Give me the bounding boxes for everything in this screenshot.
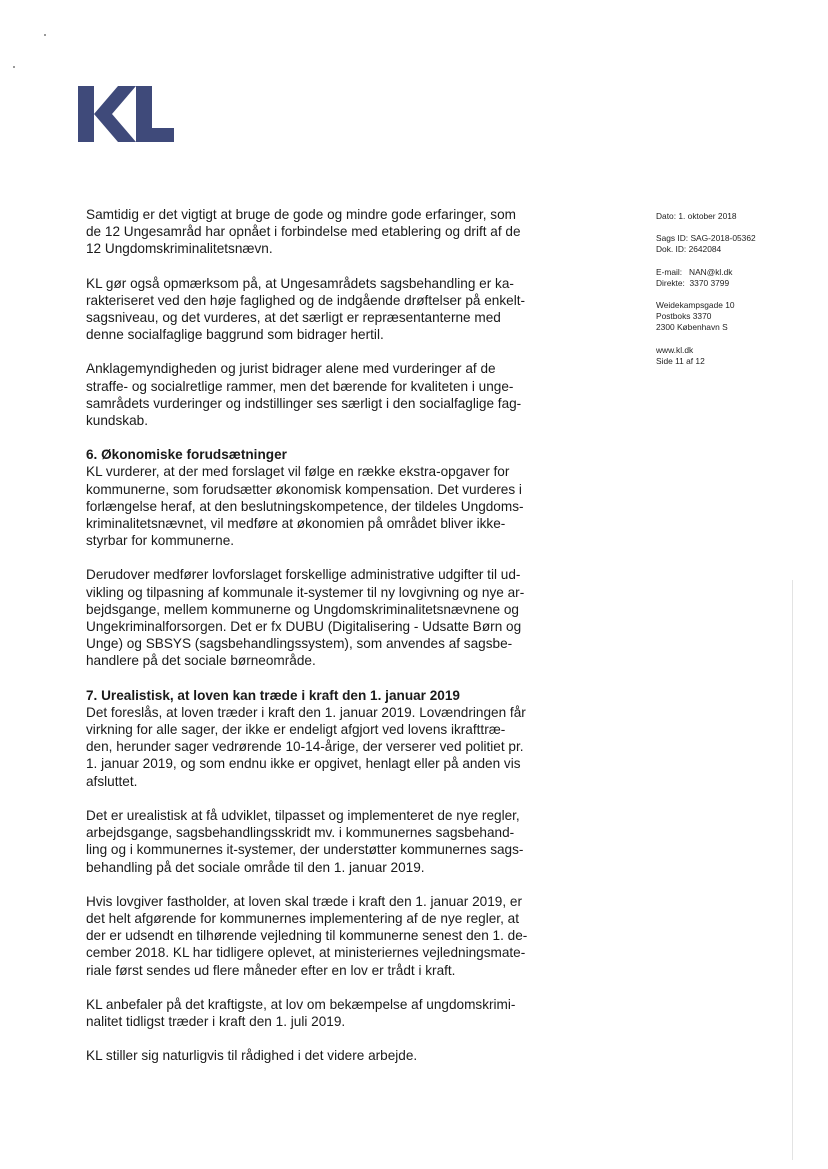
email-line: E-mail: NAN@kl.dk <box>656 266 733 277</box>
paragraph: Anklagemyndigheden og jurist bidrager alene med vurderinger af de straffe- og socialretlige rammer, men det bærende for kvaliteten i unge- samrådets vurderinger og indstillinger ses særligt i den socialfaglige fag- kundskab. <box>86 361 522 429</box>
scan-speck <box>44 34 46 36</box>
paragraph: Det er urealistisk at få udviklet, tilpasset og implementeret de nye regler, arbejdsgange, sagsbehandlingsskridt mv. i kommunernes sagsbehand- ling og i kommunernes it-systemer, der understøtter kommunernes sags- behandling på det sociale område til den 1. januar 2019. <box>86 807 524 875</box>
section-heading-6: 6. Økonomiske forudsætninger <box>86 447 287 463</box>
case-id: Sags ID: SAG-2018-05362 <box>656 233 756 244</box>
section-heading-7: 7. Urealistisk, at loven kan træde i kraft den 1. januar 2019 <box>86 687 460 703</box>
address-line: 2300 København S <box>656 322 728 333</box>
paragraph: KL anbefaler på det kraftigste, at lov om bekæmpelse af ungdomskrimi- nalitet tidligst træder i kraft den 1. juli 2019. <box>86 996 516 1029</box>
letter-body <box>86 206 556 1081</box>
paragraph: Derudover medfører lovforslaget forskellige administrative udgifter til ud- vikling og tilpasning af kommunale it-systemer til ny lovgivning og nye ar- bejdsgange, mellem kommunerne og Ungdomskriminalitetsnævnene og Ungekriminalforsorgen. Det er fx DUBU (Digitalisering - Udsatte Børn og Unge) og SBSYS (sagsbehandlingssystem), som anvendes af sagsbe- handlere på det sociale børneområde. <box>86 567 525 669</box>
letter-metadata <box>656 211 816 367</box>
paragraph: Samtidig er det vigtigt at bruge de gode og mindre gode erfaringer, som de 12 Ungesamråd har opnået i forbindelse med etablering og drift af de 12 Ungdomskriminalitetsnævn. <box>86 207 521 257</box>
paragraph: KL stiller sig naturligvis til rådighed i det videre arbejde. <box>86 1048 418 1064</box>
website-line: www.kl.dk <box>656 344 694 355</box>
address-line: Weidekampsgade 10 <box>656 300 735 311</box>
page-number: Side 11 af 12 <box>656 355 705 366</box>
date-line: Dato: 1. oktober 2018 <box>656 211 737 221</box>
address-line: Postboks 3370 <box>656 311 712 322</box>
scan-edge-line <box>792 580 793 1160</box>
paragraph: KL gør også opmærksom på, at Ungesamrådets sagsbehandling er ka- rakteriseret ved den høje faglighed og de indgående drøftelser på enkelt- sagsniveau, og det vurderes, at det særligt er repræsentanterne med denne socialfaglige baggrund som bidrager hertil. <box>86 275 526 343</box>
document-id: Dok. ID: 2642084 <box>656 244 722 255</box>
paragraph: Hvis lovgiver fastholder, at loven skal træde i kraft den 1. januar 2019, er det helt afgørende for kommunernes implementering af de nye regler, at der er udsendt en tilhørende vejledning til kommunerne senest den 1. de- cember 2018. KL har tidligere oplevet, at ministeriernes vejledningsmate- riale først sendes ud flere måneder efter en lov er trådt i kraft. <box>86 893 528 978</box>
paragraph: KL vurderer, at der med forslaget vil følge en række ekstra-opgaver for kommunerne, som forudsætter økonomisk kompensation. Det vurderes i forlængelse heraf, at den beslutningskompetence, der tildeles Ungdoms- kriminalitetsnævnet, vil medføre at økonomien på området bliver ikke- styrbar for kommunerne. <box>86 464 524 549</box>
paragraph: Det foreslås, at loven træder i kraft den 1. januar 2019. Lovændringen får virkning for alle sager, der ikke er endeligt afgjort ved lovens ikrafttræ- den, herunder sager vedrørende 10-14-årige, der verserer ved politiet pr. 1. januar 2019, og som endnu ikke er opgivet, henlagt eller på anden vis afsluttet. <box>86 704 526 789</box>
phone-line: Direkte: 3370 3799 <box>656 277 730 288</box>
scan-speck <box>13 66 15 68</box>
kl-logo <box>78 86 174 142</box>
